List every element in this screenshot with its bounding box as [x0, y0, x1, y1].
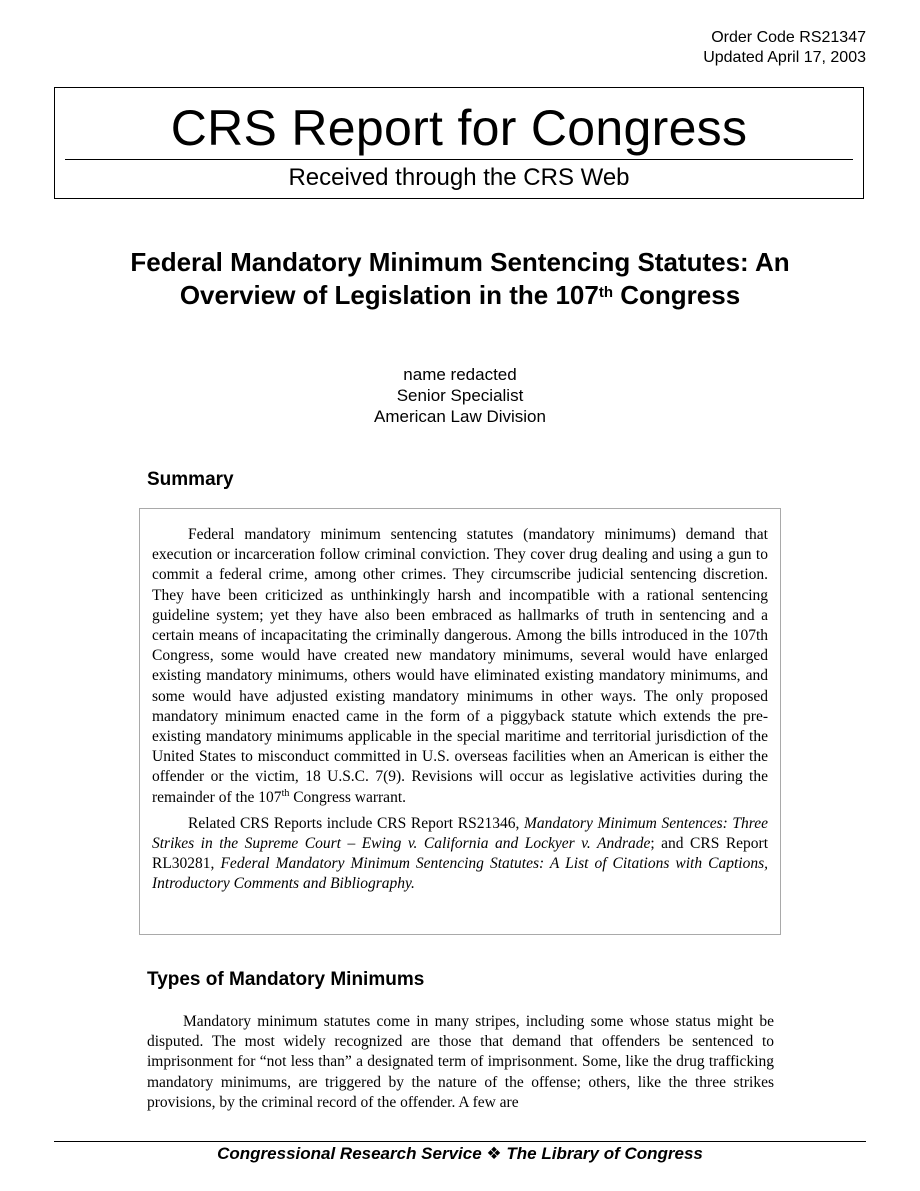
- types-heading: Types of Mandatory Minimums: [147, 969, 425, 990]
- summary-p2-text-c: ; and CRS Report RL30281,: [152, 835, 769, 873]
- report-title: [120, 246, 800, 312]
- summary-p1-text: Federal mandatory minimum sentencing statutes (mandatory minimums) demand that execution or incarceration follow criminal conviction. They cover drug dealing and using a gun to commit a federal crime, among other crimes. They circumscribe judicial sentencing discretion. They have been criticized as unthinkingly harsh and incompatible with a rational sentencing guideline system; yet they have also been embraced as hallmarks of truth in sentencing and a certain means of incapacitating the criminally dangerous. Among the bills introduced in the 107th Congress, some would have created new mandatory minimums, several would have enlarged existing mandatory minimums, others would have eliminated existing mandatory minimums, and some would have adjusted existing mandatory minimums in other ways. The only proposed mandatory minimum enacted came in the form of a piggyback statute which extends the pre-existing mandatory minimums applicable in the special maritime and territorial jurisdiction of the United States to misconduct committed in U.S. overseas facilities when an American is either the offender or the victim, 18 U.S.C. 7(9). Revisions will occur as legislative activities during the remainder of the 107: [152, 526, 768, 806]
- page-footer: [0, 1143, 920, 1165]
- summary-p2-citation-2: Federal Mandatory Minimum Sentencing Statutes: A List of Citations with Captions, Introductory Comments and Bibliography.: [152, 855, 768, 893]
- summary-box: [139, 508, 781, 935]
- masthead-subtitle: Received through the CRS Web: [288, 164, 630, 191]
- report-title-superscript: th: [598, 284, 614, 301]
- author-position: Senior Specialist: [396, 386, 524, 405]
- summary-p1-end: Congress warrant.: [289, 788, 406, 806]
- author-block: [0, 364, 920, 427]
- summary-p2-citation-1: Mandatory Minimum Sentences: Three Strikes in the Supreme Court – Ewing v. California and Lockyer v. Andrade: [152, 814, 768, 853]
- author-name: name redacted: [403, 365, 517, 384]
- types-paragraph: Mandatory minimum statutes come in many stripes, including some whose status might be disputed. The most widely recognized are those that demand that offenders be sentenced to imprisonment for “not less than” a designated term of imprisonment. Some, like the drug trafficking mandatory minimums, are triggered by the nature of the offense; others, like the three strikes provisions, by the criminal record of the offender. A few are: [147, 1013, 774, 1111]
- footer-divider: [54, 1141, 866, 1142]
- report-title-text: Federal Mandatory Minimum Sentencing Statutes: An Overview of Legislation in the 107: [130, 247, 790, 310]
- summary-paragraph-1: [152, 525, 768, 808]
- summary-paragraph-2: [152, 814, 768, 895]
- summary-p2-text-a: Related CRS Reports include CRS Report RS21346,: [188, 814, 524, 832]
- masthead-divider: [65, 159, 853, 160]
- summary-p1-superscript: th: [281, 787, 290, 799]
- footer-separator-icon: ❖: [486, 1144, 502, 1163]
- summary-heading: Summary: [147, 469, 234, 490]
- order-code: Order Code RS21347: [711, 29, 866, 46]
- footer-library: The Library of Congress: [506, 1144, 703, 1163]
- masthead-title: CRS Report for Congress: [170, 100, 748, 156]
- report-title-end: Congress: [613, 280, 741, 310]
- masthead: [54, 87, 864, 199]
- order-code-block: [703, 28, 866, 68]
- updated-date: Updated April 17, 2003: [703, 49, 866, 66]
- author-division: American Law Division: [374, 407, 546, 426]
- footer-publisher: Congressional Research Service: [217, 1144, 482, 1163]
